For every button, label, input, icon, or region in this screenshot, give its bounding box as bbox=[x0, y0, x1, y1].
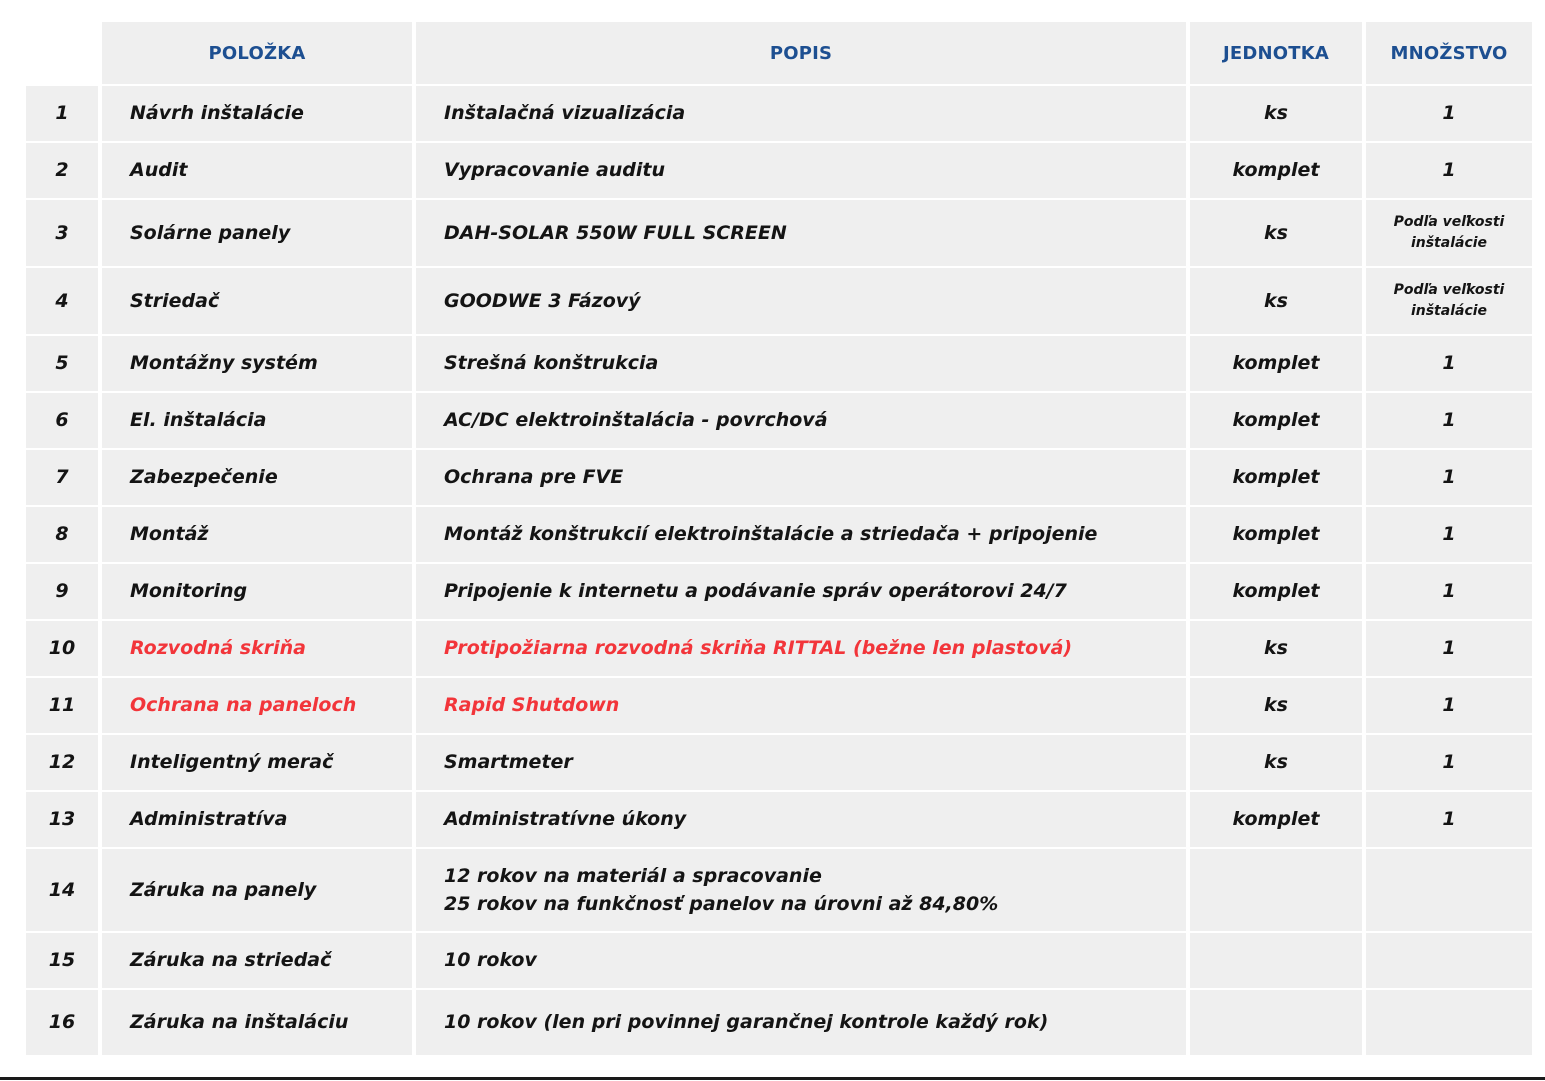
quantity-line: Podľa veľkosti bbox=[1393, 214, 1505, 230]
row-unit: komplet bbox=[1190, 507, 1362, 562]
row-description bbox=[416, 792, 1186, 847]
row-unit: komplet bbox=[1190, 393, 1362, 448]
description-line: 10 rokov (len pri povinnej garančnej kontrole každý rok) bbox=[444, 1011, 1049, 1034]
row-quantity: 1 bbox=[1366, 86, 1532, 141]
row-quantity: 1 bbox=[1366, 564, 1532, 619]
row-item: Monitoring bbox=[102, 564, 412, 619]
quantity-line: inštalácie bbox=[1410, 303, 1488, 319]
row-unit bbox=[1190, 990, 1362, 1055]
row-number: 2 bbox=[26, 143, 98, 198]
description-line: Smartmeter bbox=[444, 751, 573, 774]
row-item: El. inštalácia bbox=[102, 393, 412, 448]
row-number: 3 bbox=[26, 200, 98, 266]
row-quantity: 1 bbox=[1366, 735, 1532, 790]
description-line: AC/DC elektroinštalácia - povrchová bbox=[444, 409, 828, 432]
header-empty-cell bbox=[26, 22, 98, 84]
row-item: Inteligentný merač bbox=[102, 735, 412, 790]
description-line: Montáž konštrukcií elektroinštalácie a striedača + pripojenie bbox=[444, 523, 1098, 546]
row-number: 8 bbox=[26, 507, 98, 562]
row-description bbox=[416, 450, 1186, 505]
row-quantity bbox=[1366, 849, 1532, 931]
row-item: Zabezpečenie bbox=[102, 450, 412, 505]
row-number: 5 bbox=[26, 336, 98, 391]
row-number: 6 bbox=[26, 393, 98, 448]
row-unit: komplet bbox=[1190, 336, 1362, 391]
row-number: 4 bbox=[26, 268, 98, 334]
description-line: Ochrana pre FVE bbox=[444, 466, 624, 489]
row-item: Ochrana na paneloch bbox=[102, 678, 412, 733]
description-line: Inštalačná vizualizácia bbox=[444, 102, 686, 125]
row-unit: komplet bbox=[1190, 450, 1362, 505]
row-unit: ks bbox=[1190, 86, 1362, 141]
row-unit: ks bbox=[1190, 678, 1362, 733]
row-unit: komplet bbox=[1190, 792, 1362, 847]
description-line: Administratívne úkony bbox=[444, 808, 687, 831]
description-line: DAH-SOLAR 550W FULL SCREEN bbox=[444, 221, 787, 244]
description-line: Strešná konštrukcia bbox=[444, 352, 659, 375]
row-description bbox=[416, 933, 1186, 988]
description-line: Protipožiarna rozvodná skriňa RITTAL (bežne len plastová) bbox=[444, 637, 1073, 660]
row-number: 1 bbox=[26, 86, 98, 141]
quantity-line: inštalácie bbox=[1410, 235, 1488, 251]
row-number: 12 bbox=[26, 735, 98, 790]
row-unit: ks bbox=[1190, 200, 1362, 266]
row-quantity bbox=[1366, 933, 1532, 988]
description-line: 25 rokov na funkčnosť panelov na úrovni až 84,80% bbox=[444, 893, 999, 915]
header-unit: JEDNOTKA bbox=[1190, 22, 1362, 84]
row-description bbox=[416, 507, 1186, 562]
header-item: POLOŽKA bbox=[102, 22, 412, 84]
row-item: Administratíva bbox=[102, 792, 412, 847]
row-description bbox=[416, 735, 1186, 790]
row-number: 16 bbox=[26, 990, 98, 1055]
row-quantity bbox=[1366, 990, 1532, 1055]
row-quantity: 1 bbox=[1366, 450, 1532, 505]
row-description bbox=[416, 268, 1186, 334]
row-item: Audit bbox=[102, 143, 412, 198]
row-description bbox=[416, 678, 1186, 733]
row-item: Záruka na inštaláciu bbox=[102, 990, 412, 1055]
row-number: 13 bbox=[26, 792, 98, 847]
row-quantity: 1 bbox=[1366, 678, 1532, 733]
header-description: POPIS bbox=[416, 22, 1186, 84]
row-unit: ks bbox=[1190, 621, 1362, 676]
description-line: 10 rokov bbox=[444, 949, 537, 972]
row-unit: ks bbox=[1190, 735, 1362, 790]
price-table bbox=[26, 22, 1526, 1055]
row-quantity: 1 bbox=[1366, 507, 1532, 562]
row-number: 9 bbox=[26, 564, 98, 619]
row-unit: komplet bbox=[1190, 564, 1362, 619]
description-line: Rapid Shutdown bbox=[444, 694, 620, 717]
row-quantity bbox=[1366, 200, 1532, 266]
row-item: Záruka na panely bbox=[102, 849, 412, 931]
row-number: 7 bbox=[26, 450, 98, 505]
row-quantity: 1 bbox=[1366, 336, 1532, 391]
row-description bbox=[416, 336, 1186, 391]
row-unit: ks bbox=[1190, 268, 1362, 334]
row-number: 11 bbox=[26, 678, 98, 733]
description-line: Pripojenie k internetu a podávanie správ operátorovi 24/7 bbox=[444, 580, 1067, 603]
description-line: GOODWE 3 Fázový bbox=[444, 289, 641, 312]
row-description bbox=[416, 849, 1186, 931]
row-unit: komplet bbox=[1190, 143, 1362, 198]
row-item: Rozvodná skriňa bbox=[102, 621, 412, 676]
row-item: Montážny systém bbox=[102, 336, 412, 391]
row-item: Záruka na striedač bbox=[102, 933, 412, 988]
row-description bbox=[416, 564, 1186, 619]
row-description bbox=[416, 621, 1186, 676]
row-quantity: 1 bbox=[1366, 393, 1532, 448]
quantity-line: Podľa veľkosti bbox=[1393, 282, 1505, 298]
header-quantity: MNOŽSTVO bbox=[1366, 22, 1532, 84]
row-quantity: 1 bbox=[1366, 621, 1532, 676]
row-number: 15 bbox=[26, 933, 98, 988]
description-line: Vypracovanie auditu bbox=[444, 159, 666, 182]
row-number: 14 bbox=[26, 849, 98, 931]
row-description bbox=[416, 990, 1186, 1055]
bottom-divider bbox=[0, 1077, 1545, 1080]
row-item: Montáž bbox=[102, 507, 412, 562]
row-item: Striedač bbox=[102, 268, 412, 334]
row-item: Solárne panely bbox=[102, 200, 412, 266]
description-line: 12 rokov na materiál a spracovanie bbox=[444, 864, 822, 887]
row-description bbox=[416, 393, 1186, 448]
row-quantity: 1 bbox=[1366, 143, 1532, 198]
row-description bbox=[416, 143, 1186, 198]
row-unit bbox=[1190, 849, 1362, 931]
row-description bbox=[416, 200, 1186, 266]
row-item: Návrh inštalácie bbox=[102, 86, 412, 141]
row-quantity bbox=[1366, 268, 1532, 334]
row-description bbox=[416, 86, 1186, 141]
row-unit bbox=[1190, 933, 1362, 988]
row-number: 10 bbox=[26, 621, 98, 676]
row-quantity: 1 bbox=[1366, 792, 1532, 847]
